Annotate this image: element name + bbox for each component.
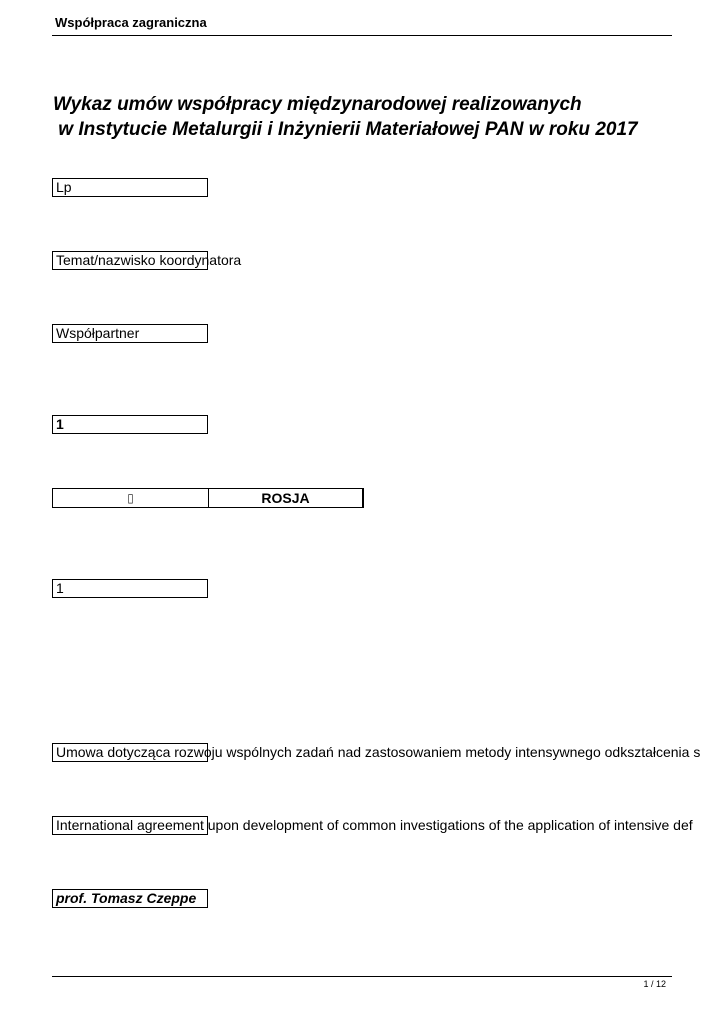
table-cell-lp-header [52,178,208,197]
table-cell-partner-header [52,324,208,343]
partner-header-label: Współpartner [56,325,140,341]
coordinator-name: prof. Tomasz Czeppe [56,890,197,906]
topic-header-label: Temat/nazwisko koordynatora [56,252,242,268]
flag-placeholder-icon: ▯ [53,489,209,507]
table-cell-section-number [52,415,208,434]
footer-divider [52,976,672,977]
entry-title-en: International agreement upon development of common investigations of the application of intensive def [56,817,693,833]
country-name: ROSJA [261,490,310,506]
table-cell-coordinator [52,889,208,908]
table-cell-topic-header [52,251,242,270]
table-cell-entry-title-en [52,816,693,835]
table-cell-entry-number [52,579,208,598]
lp-header-label: Lp [56,179,72,195]
entry-number-label: 1 [56,580,64,596]
section-number-label: 1 [56,416,64,432]
page-number: 1 / 12 [643,979,666,989]
document-title: Wykaz umów współpracy międzynarodowej realizowanych w Instytucie Metalurgii i Inżynierii Materiałowej PAN w roku 2017 [53,94,638,140]
header-divider [52,35,672,36]
page-header-title: Współpraca zagraniczna [55,15,207,30]
entry-title-pl: Umowa dotycząca rozwoju wspólnych zadań nad zastosowaniem metody intensywnego odkształcenia s [56,744,701,760]
country-row [52,488,364,508]
table-cell-entry-title-pl [52,743,701,762]
